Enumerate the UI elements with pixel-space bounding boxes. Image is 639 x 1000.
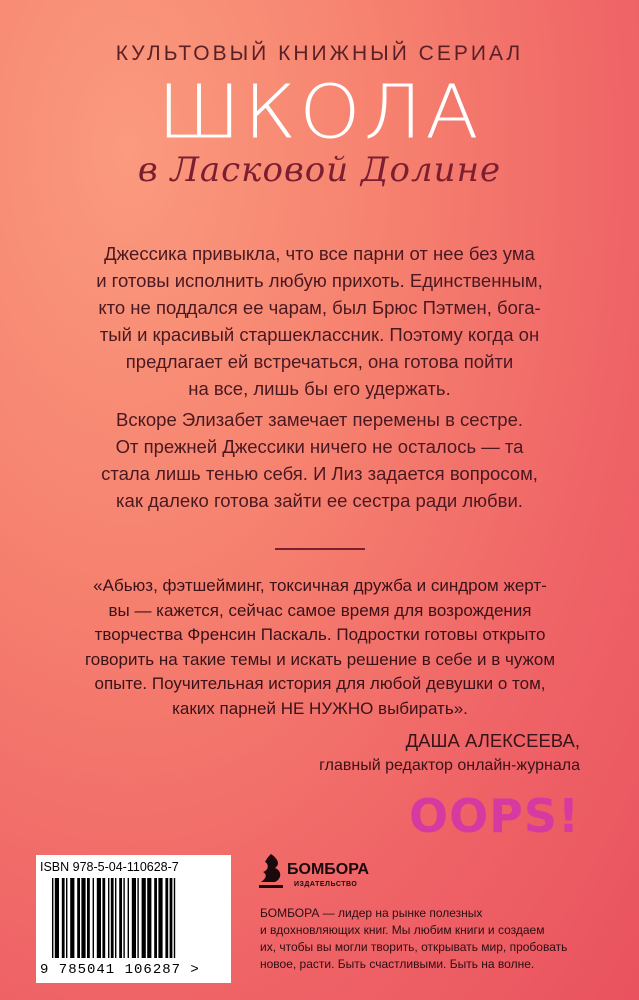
blurb-paragraph-2 (64, 406, 575, 514)
quote-author: ДАША АЛЕКСЕЕВА, (405, 730, 580, 751)
barcode-bars (48, 878, 226, 962)
quote-line: каких парней НЕ НУЖНО выбирать». (172, 698, 468, 718)
blurb-line: Вскоре Элизабет замечает перемены в сестре. (115, 409, 524, 430)
publisher-line: их, чтобы вы могли творить, открывать мир, пробовать (260, 940, 568, 954)
quote-line: вы — кажется, сейчас самое время для возрождения (108, 600, 532, 620)
magazine-logo: OOPS! (408, 789, 580, 843)
quote-line: творчества Френсин Паскаль. Подростки готовы открыто (94, 625, 546, 644)
publisher-line: и вдохновляющих книг. Мы любим книги и создаем (260, 923, 545, 937)
blurb-line: Джессика привыкла, что все парни от нее без ума (104, 243, 535, 264)
publisher-line: новое, расти. Быть счастливыми. Быть на волне. (260, 957, 535, 971)
book-subtitle: в Ласковой Долине (137, 150, 502, 190)
blurb-line: От прежней Джессики ничего не осталось — та (115, 436, 524, 457)
bombora-wave-icon (257, 852, 285, 892)
blurb-line: на все, лишь бы его удержать. (188, 378, 451, 399)
blurb-paragraph-1 (64, 240, 575, 402)
quote-line: говорить на такие темы и искать решение в себе и в чужом (84, 649, 556, 669)
quote-author-role: главный редактор онлайн-журнала (319, 757, 580, 774)
publisher-line: БОМБОРА — лидер на рынке полезных (260, 906, 483, 920)
blurb-line: тый и красивый старшеклассник. Поэтому когда он (99, 324, 540, 345)
blurb-line: как далеко готова зайти ее сестра ради любви. (116, 490, 523, 511)
publisher-name: БОМБОРА (287, 861, 370, 878)
review-quote (70, 574, 570, 721)
barcode-digits: 9 785041 106287 > (40, 962, 200, 978)
publisher-subtitle: ИЗДАТЕЛЬСТВО (294, 881, 358, 888)
isbn-label: ISBN 978-5-04-110628-7 (40, 860, 179, 874)
blurb-line: кто не поддался ее чарам, был Брюс Пэтмен, бога- (98, 297, 541, 318)
blurb-line: стала лишь тенью себя. И Лиз задается вопросом, (101, 463, 538, 484)
section-divider (275, 548, 365, 550)
book-title: ШКОЛА (157, 70, 482, 156)
quote-line: опыте. Поучительная история для любой девушки о том, (94, 674, 546, 693)
series-label: КУЛЬТОВЫЙ КНИЖНЫЙ СЕРИАЛ (115, 42, 524, 65)
blurb-line: и готовы исполнить любую прихоть. Единственным, (96, 270, 543, 291)
quote-line: «Абьюз, фэтшейминг, токсичная дружба и синдром жерт- (93, 576, 547, 595)
publisher-description (260, 905, 600, 973)
blurb-line: предлагает ей встречаться, она готова пойти (125, 351, 514, 372)
